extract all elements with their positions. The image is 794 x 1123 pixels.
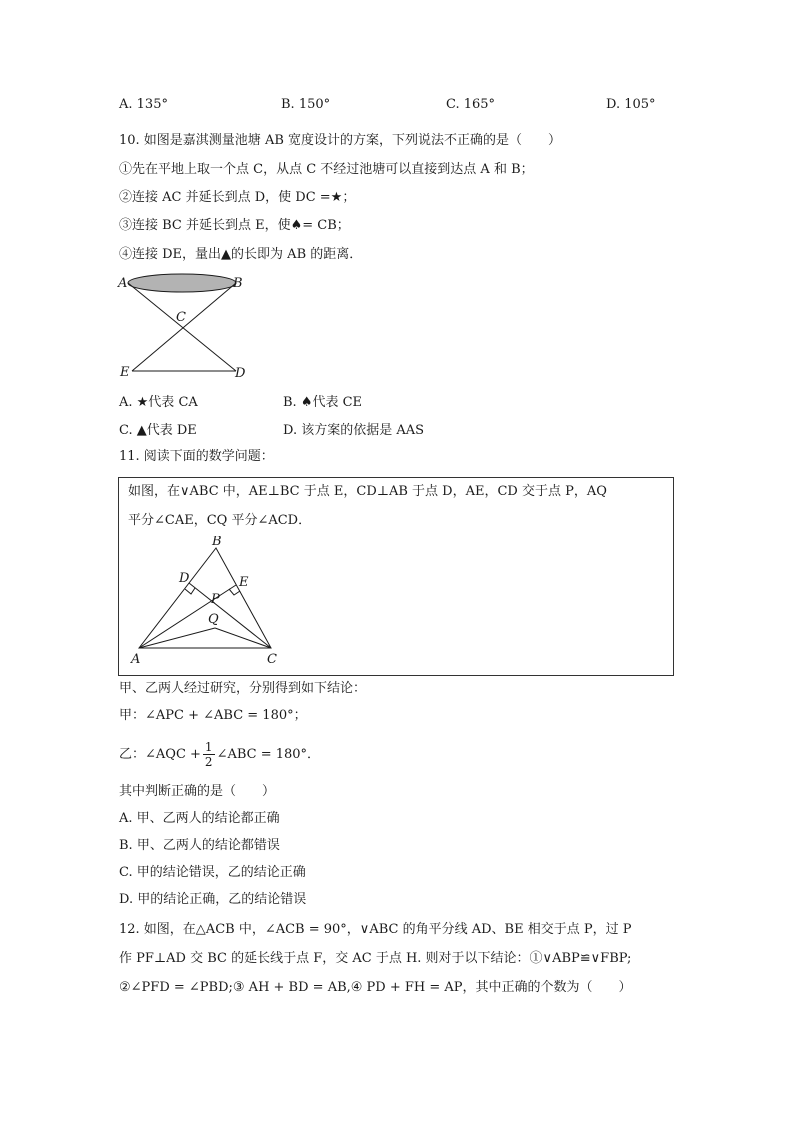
- q11-figure: [129, 536, 294, 671]
- fraction-one-half: [203, 740, 215, 769]
- q10-figure: [115, 270, 255, 385]
- fraction-numerator: 1: [204, 740, 213, 754]
- q11-option-b[interactable]: B. 甲、乙两人的结论都错误: [119, 838, 280, 853]
- q11-box-line-2: 平分∠CAE，CQ 平分∠ACD．: [128, 513, 312, 528]
- q9-option-d[interactable]: D. 105°: [606, 97, 656, 112]
- label-e: E: [239, 575, 249, 590]
- q10-step-1: ①先在平地上取一个点 C，从点 C 不经过池塘可以直接到达点 A 和 B；: [119, 162, 534, 177]
- q9-option-b[interactable]: B. 150°: [281, 97, 331, 112]
- label-b: B: [212, 536, 222, 549]
- label-b: B: [233, 276, 243, 291]
- fraction-denominator: 2: [204, 755, 213, 769]
- q10-option-b[interactable]: B. ♠代表 CE: [283, 395, 363, 410]
- label-c: C: [267, 652, 277, 667]
- q11-question: 其中判断正确的是（ ）: [119, 784, 276, 799]
- q10-stem: 10. 如图是嘉淇测量池塘 AB 宽度设计的方案，下列说法不正确的是（ ）: [119, 133, 562, 148]
- label-c: C: [176, 310, 186, 325]
- q10-option-c[interactable]: C. ▲代表 DE: [119, 423, 197, 438]
- triangle-abc: [139, 548, 271, 648]
- segment-cq: [215, 628, 271, 648]
- right-angle-mark-d: [185, 588, 195, 594]
- label-a: A: [118, 276, 128, 291]
- q11-yi-prefix: 乙：∠AQC +: [119, 747, 201, 762]
- q11-intro: 甲、乙两人经过研究，分别得到如下结论：: [119, 681, 367, 696]
- label-q: Q: [208, 612, 219, 627]
- q11-statement-jia: 甲：∠APC + ∠ABC = 180°；: [119, 708, 307, 723]
- label-p: P: [211, 592, 220, 607]
- q10-step-2: ②连接 AC 并延长到点 D，使 DC =★；: [119, 190, 356, 205]
- segment-aq: [139, 628, 215, 648]
- q11-option-c[interactable]: C. 甲的结论错误，乙的结论正确: [119, 865, 306, 880]
- q12-line-3: ②∠PFD = ∠PBD;③ AH + BD = AB,④ PD + FH = AP，其中正确的个数为（ ）: [119, 980, 632, 995]
- q11-box-line-1: 如图，在∨ABC 中，AE⊥BC 于点 E，CD⊥AB 于点 D，AE，CD 交于点 P，AQ: [128, 484, 607, 499]
- q9-option-a[interactable]: A. 135°: [119, 97, 168, 112]
- pond-ellipse: [128, 274, 236, 292]
- segment-ae: [139, 585, 236, 648]
- label-d: D: [179, 571, 190, 586]
- label-a: A: [131, 652, 141, 667]
- q9-option-c[interactable]: C. 165°: [446, 97, 496, 112]
- q10-option-a[interactable]: A. ★代表 CA: [119, 395, 198, 410]
- q11-yi-suffix: ∠ABC = 180°．: [216, 747, 321, 762]
- label-d: D: [235, 366, 246, 381]
- segment-cd: [189, 583, 271, 648]
- q10-step-4: ④连接 DE，量出▲的长即为 AB 的距离．: [119, 247, 363, 262]
- q10-option-d[interactable]: D. 该方案的依据是 AAS: [283, 423, 425, 438]
- q12-line-1: 12. 如图，在△ACB 中，∠ACB = 90°，∨ABC 的角平分线 AD、BE 相交于点 P，过 P: [119, 922, 632, 937]
- q12-line-2: 作 PF⊥AD 交 BC 的延长线于点 F，交 AC 于点 H. 则对于以下结论：①∨ABP≌∨FBP;: [119, 951, 632, 966]
- q10-step-3: ③连接 BC 并延长到点 E，使♠= CB；: [119, 218, 350, 233]
- q11-option-d[interactable]: D. 甲的结论正确，乙的结论错误: [119, 892, 307, 907]
- label-e: E: [120, 365, 130, 380]
- q11-problem-box: [118, 477, 674, 676]
- q11-stem: 11. 阅读下面的数学问题：: [119, 449, 274, 464]
- q11-statement-yi: [119, 740, 320, 769]
- q11-option-a[interactable]: A. 甲、乙两人的结论都正确: [119, 811, 280, 826]
